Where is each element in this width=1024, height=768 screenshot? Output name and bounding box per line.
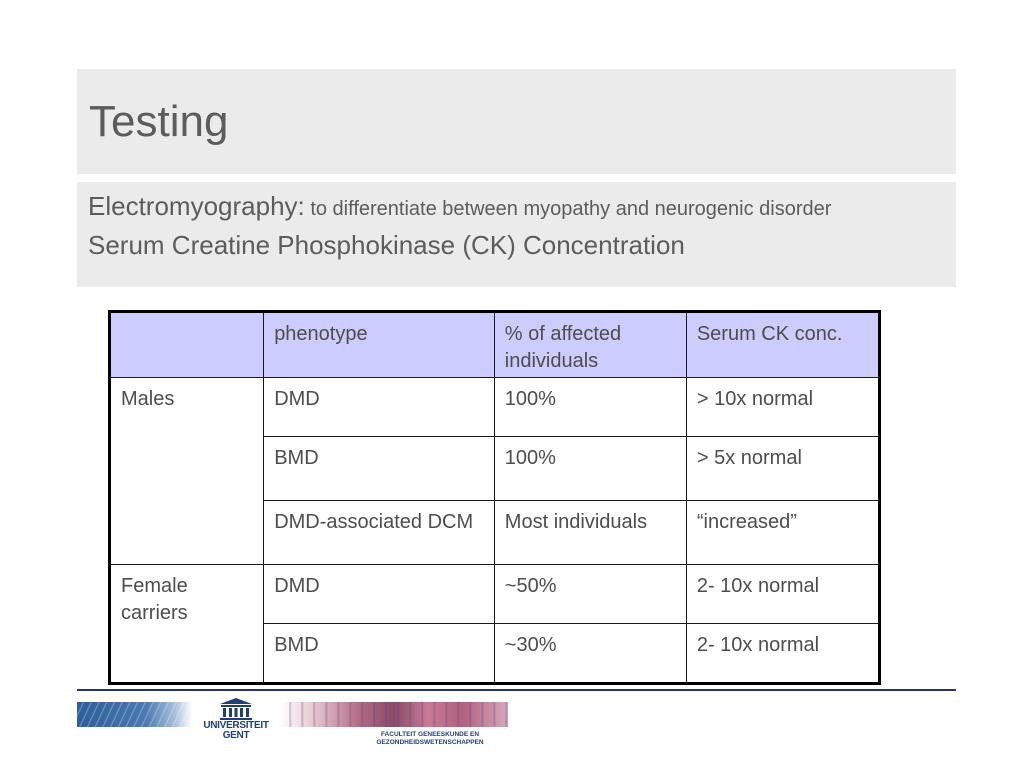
affected-cell: 100% xyxy=(494,378,686,437)
ugent-logo xyxy=(200,697,272,747)
header-cell-affected: % of affected individuals xyxy=(494,312,686,378)
subtitle-line-1 xyxy=(88,191,831,222)
subtitle-line-1-lead: Electromyography: xyxy=(88,191,305,221)
table-row xyxy=(110,565,880,624)
header-cell-ck: Serum CK conc. xyxy=(686,312,879,378)
phenotype-cell: BMD xyxy=(264,624,495,684)
slide-title: Testing xyxy=(89,97,229,146)
phenotype-cell: BMD xyxy=(264,437,495,501)
header-cell-phenotype: phenotype xyxy=(264,312,495,378)
ck-cell: 2- 10x normal xyxy=(686,565,879,624)
university-name-line-2: GENT xyxy=(222,730,250,741)
phenotype-cell: DMD-associated DCM xyxy=(264,501,495,565)
ck-cell: > 5x normal xyxy=(686,437,879,501)
title-box xyxy=(77,69,956,174)
affected-cell: ~50% xyxy=(494,565,686,624)
phenotype-cell: DMD xyxy=(264,565,495,624)
faculty-name xyxy=(365,731,495,747)
faculty-banner-image xyxy=(280,702,508,727)
faculty-name-line-2: GEZONDHEIDSWETENSCHAPPEN xyxy=(376,739,484,746)
subtitle-line-2: Serum Creatine Phosphokinase (CK) Concentration xyxy=(88,230,685,260)
subtitle-box xyxy=(77,182,956,287)
affected-cell: Most individuals xyxy=(494,501,686,565)
university-name-line-1: UNIVERSITEIT xyxy=(203,720,269,731)
ck-table xyxy=(108,310,881,685)
ck-cell: 2- 10x normal xyxy=(686,624,879,684)
group-label-female-carriers: Female carriers xyxy=(110,565,264,684)
table-row xyxy=(110,378,880,437)
phenotype-cell: DMD xyxy=(264,378,495,437)
building-icon xyxy=(218,697,254,721)
affected-cell: ~30% xyxy=(494,624,686,684)
table-header-row xyxy=(110,312,880,378)
footer-rule xyxy=(77,689,956,691)
stripes-graphic xyxy=(77,702,192,727)
affected-cell: 100% xyxy=(494,437,686,501)
ck-cell: > 10x normal xyxy=(686,378,879,437)
subtitle-line-1-rest: to differentiate between myopathy and neurogenic disorder xyxy=(304,198,832,220)
ck-cell: “increased” xyxy=(686,501,879,565)
group-label-males: Males xyxy=(110,378,264,565)
header-cell-group xyxy=(110,312,264,378)
faculty-name-line-1: FACULTEIT GENEESKUNDE EN xyxy=(380,731,480,738)
